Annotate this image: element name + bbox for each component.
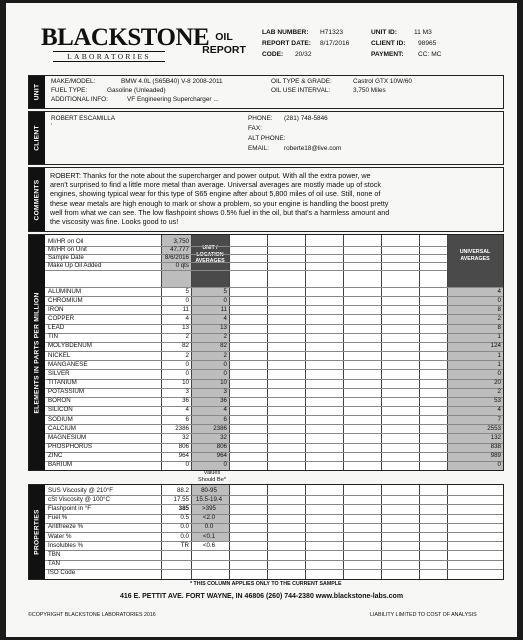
fuel-type-value: Gasoline (Unleaded) <box>107 87 166 94</box>
property-name: SUS Viscosity @ 210°F <box>48 486 114 494</box>
additional-info-value: VF Engineering Supercharger ... <box>127 96 219 103</box>
client-id-value: 98965 <box>418 40 437 47</box>
element-unit-average: 2 <box>223 333 227 341</box>
element-universal-average: 4 <box>497 406 501 414</box>
element-universal-average: 2 <box>497 388 501 396</box>
element-universal-average: 8 <box>497 305 501 313</box>
table-row <box>45 495 503 504</box>
element-name: MAGNESIUM <box>48 433 87 441</box>
element-value: 10 <box>182 379 189 386</box>
property-value: 0.0 <box>180 523 189 531</box>
table-row <box>45 504 503 513</box>
element-name: PHOSPHORUS <box>48 443 93 451</box>
comments-tab <box>29 168 45 231</box>
element-universal-average: 989 <box>490 452 501 460</box>
sample-info-value: 8/6/2016 <box>164 254 189 261</box>
element-universal-average: 1 <box>497 351 501 359</box>
element-unit-average: 806 <box>216 443 227 451</box>
table-row <box>45 305 503 314</box>
property-should-be: >395 <box>202 504 216 512</box>
element-universal-average: 20 <box>494 379 501 386</box>
element-value: 82 <box>182 342 189 350</box>
oil-report-document <box>6 3 517 637</box>
table-row <box>45 351 503 360</box>
table-row <box>45 314 503 323</box>
fuel-type-label: FUEL TYPE: <box>51 87 88 94</box>
report-title <box>192 31 256 57</box>
report-date-value: 8/17/2016 <box>320 40 350 47</box>
element-universal-average: 0 <box>497 296 501 304</box>
element-value: 6 <box>185 415 189 423</box>
property-value: 0.0 <box>180 532 189 540</box>
element-value: 4 <box>185 314 189 322</box>
property-should-be: 0.0 <box>204 523 214 531</box>
universal-header-line: AVERAGES <box>460 255 490 262</box>
payment-label: PAYMENT: <box>371 51 404 58</box>
logo-wordmark: BLACKSTONE <box>41 24 210 51</box>
element-universal-average: 838 <box>490 443 501 451</box>
comments-tab-label: COMMENTS <box>33 179 41 220</box>
comments-section <box>28 167 504 232</box>
property-should-be: 15.5-19.4 <box>195 495 223 503</box>
element-unit-average: 964 <box>216 452 227 460</box>
unit-avg-header-line: UNIT / <box>202 245 218 251</box>
element-name: IRON <box>48 305 64 313</box>
client-name: ROBERT ESCAMILLA <box>51 115 116 122</box>
payment-value: CC: MC <box>418 51 442 58</box>
table-row <box>45 569 503 578</box>
table-row <box>45 369 503 378</box>
table-row <box>45 333 503 342</box>
element-unit-average: 4 <box>223 314 227 322</box>
element-name: BARIUM <box>48 461 73 469</box>
footnote: * THIS COLUMN APPLIES ONLY TO THE CURRENT SAMPLE <box>190 581 342 587</box>
client-section <box>28 111 504 165</box>
blackstone-logo <box>41 24 210 64</box>
element-unit-average: 3 <box>223 388 227 396</box>
element-value: 0 <box>185 461 189 469</box>
element-universal-average: 53 <box>494 397 501 405</box>
element-unit-average: 0 <box>223 360 227 368</box>
client-id-label: CLIENT ID: <box>371 40 406 47</box>
comments-text <box>50 171 500 226</box>
property-name: ISO Code <box>48 569 76 577</box>
element-name: LEAD <box>48 324 65 332</box>
property-should-be: 80-95 <box>201 486 217 494</box>
property-value: 0.5 <box>180 514 189 522</box>
comment-line: engines, showing typical wear for this type of S65 engine after about 5,800 miles of oil use. Still, none of <box>50 189 381 199</box>
table-row <box>45 461 503 470</box>
sample-info-value: 3,750 <box>173 238 189 245</box>
element-universal-average: 7 <box>497 415 501 423</box>
oil-interval-label: OIL USE INTERVAL: <box>271 87 331 94</box>
element-value: 3 <box>185 388 189 396</box>
oil-interval-value: 3,750 Miles <box>353 87 386 94</box>
sample-info-label: MI/HR on Oil <box>48 238 84 245</box>
liability: LIABILITY LIMITED TO COST OF ANALYSIS <box>370 612 477 618</box>
property-value: 17.55 <box>173 495 189 503</box>
sample-info-label: MI/HR on Unit <box>48 246 87 253</box>
property-name: Water % <box>48 532 72 540</box>
oil-type-label: OIL TYPE & GRADE: <box>271 78 332 85</box>
property-name: TBN <box>48 550 61 558</box>
element-unit-average: 0 <box>223 461 227 469</box>
element-name: TITANIUM <box>48 379 77 386</box>
element-universal-average: 0 <box>497 369 501 377</box>
elements-tab <box>29 235 45 470</box>
unit-section <box>28 75 504 109</box>
table-row <box>45 433 503 442</box>
logo-subtitle: LABORATORIES <box>53 51 165 62</box>
property-name: cSt Viscosity @ 100°C <box>48 495 110 503</box>
element-unit-average: 0 <box>223 296 227 304</box>
element-value: 2 <box>185 333 189 341</box>
values-header-line-2: Should Be* <box>198 476 226 483</box>
table-row <box>45 452 503 461</box>
values-should-be-header <box>192 470 232 483</box>
element-value: 0 <box>185 360 189 368</box>
table-row <box>45 270 447 279</box>
element-unit-average: 0 <box>223 369 227 377</box>
code-label: CODE: <box>262 51 284 58</box>
property-name: Insolubles % <box>48 541 84 549</box>
property-name: Flashpoint in °F <box>48 504 92 512</box>
table-row <box>45 406 503 415</box>
element-unit-average: 32 <box>220 433 227 441</box>
element-unit-average: 4 <box>223 406 227 414</box>
element-name: SILVER <box>48 369 70 377</box>
elements-table <box>28 234 504 471</box>
code-value: 20/32 <box>295 51 312 58</box>
table-row <box>45 541 503 550</box>
property-value: 88.2 <box>176 486 189 494</box>
table-row <box>45 324 503 333</box>
element-value: 32 <box>182 433 189 441</box>
unit-avg-header-line: LOCATION <box>196 251 224 258</box>
property-should-be: <2.0 <box>202 514 216 522</box>
element-value: 806 <box>178 443 189 451</box>
element-name: SODIUM <box>48 415 73 423</box>
report-date-label: REPORT DATE: <box>262 40 311 47</box>
email-label: EMAIL: <box>248 145 269 152</box>
unit-avg-header-line: AVERAGES <box>195 258 225 264</box>
elements-tab-label: ELEMENTS IN PARTS PER MILLION <box>33 291 41 414</box>
additional-info-label: ADDITIONAL INFO: <box>51 96 108 103</box>
properties-tab <box>29 485 45 579</box>
element-name: NICKEL <box>48 351 71 359</box>
table-row <box>45 514 503 523</box>
table-row <box>45 523 503 532</box>
table-row <box>45 560 503 569</box>
address-line: 416 E. PETTIT AVE. FORT WAYNE, IN 46806 (260) 744-2380 www.blackstone-labs.com <box>119 593 404 600</box>
report-title-line-1: OIL <box>215 31 233 43</box>
element-universal-average: 132 <box>490 433 501 441</box>
element-value: 0 <box>185 296 189 304</box>
table-row <box>45 360 503 369</box>
property-name: Antifreeze % <box>48 523 84 531</box>
element-universal-average: 1 <box>497 360 501 368</box>
unit-id-value: 11 M3 <box>414 29 432 36</box>
element-value: 11 <box>182 305 189 313</box>
table-row <box>45 415 503 424</box>
copyright: ©COPYRIGHT BLACKSTONE LABORATORIES 2016 <box>28 612 156 618</box>
property-name: Fuel % <box>48 514 68 522</box>
sample-info-value: 47,777 <box>170 246 189 253</box>
comment-line: ROBERT: Thanks for the note about the supercharger and power output. With all the extra power, we <box>50 171 371 180</box>
comment-line: well from what we can see. The low flashpoint shows 0.5% fuel in the oil, but that's a harmless amount and <box>50 207 390 217</box>
element-universal-average: 0 <box>497 461 501 469</box>
table-row <box>45 397 503 406</box>
element-universal-average: 4 <box>497 287 501 295</box>
properties-tab-label: PROPERTIES <box>33 509 41 555</box>
element-value: 2 <box>185 351 189 359</box>
element-universal-average: 1 <box>497 333 501 341</box>
element-value: 964 <box>178 452 189 460</box>
element-unit-average: 5 <box>223 287 227 295</box>
element-name: COPPER <box>48 314 75 322</box>
element-name: ZINC <box>48 452 63 460</box>
universal-header-line: UNIVERSAL <box>459 249 491 255</box>
comment-line: these wear metals are high enough to mark or show a problem, so your engine is handling the boost pretty <box>50 198 389 208</box>
table-row <box>45 550 503 559</box>
universal-header <box>447 249 503 262</box>
oil-type-value: Castrol GTX 10W/60 <box>353 78 412 85</box>
report-title-line-2: REPORT <box>202 44 246 56</box>
element-name: ALUMINUM <box>48 287 82 295</box>
table-row <box>45 296 503 305</box>
sample-info-value: 0 qts <box>175 262 189 269</box>
property-should-be: <0.1 <box>202 532 216 540</box>
email-value: roberte18@live.com <box>284 145 342 152</box>
table-row <box>45 342 503 351</box>
element-unit-average: 6 <box>223 415 227 423</box>
element-unit-average: 82 <box>220 342 227 350</box>
element-name: CALCIUM <box>48 424 76 432</box>
property-value: TR <box>180 541 189 549</box>
table-row <box>45 379 503 388</box>
property-name: TAN <box>48 560 60 568</box>
table-row <box>45 388 503 397</box>
properties-table <box>28 484 504 580</box>
element-unit-average: 13 <box>220 324 227 332</box>
table-row <box>45 424 503 433</box>
phone-label: PHONE: <box>248 115 273 122</box>
lab-number-value: H71323 <box>320 29 344 36</box>
property-should-be: <0.6 <box>202 541 216 549</box>
client-tab-label: CLIENT <box>33 125 41 151</box>
make-model-value: BMW 4.0L (S65B40) V-8 2008-2011 <box>121 78 223 85</box>
property-value: 385 <box>178 504 189 512</box>
element-name: TIN <box>48 333 58 341</box>
values-header-line-1: Values <box>203 470 221 476</box>
table-row <box>45 287 503 296</box>
unit-id-label: UNIT ID: <box>371 29 398 36</box>
element-unit-average: 11 <box>220 305 227 313</box>
element-value: 13 <box>182 324 189 332</box>
alt-phone-label: ALT PHONE: <box>248 135 286 142</box>
element-name: MANGANESE <box>48 360 88 368</box>
element-unit-average: 2 <box>223 351 227 359</box>
sample-info-label: Sample Date <box>48 254 84 261</box>
lab-number-label: LAB NUMBER: <box>262 29 309 36</box>
element-name: BORON <box>48 397 71 405</box>
make-model-label: MAKE/MODEL: <box>51 78 96 85</box>
element-universal-average: 2553 <box>487 424 501 432</box>
element-name: CHROMIUM <box>48 296 83 304</box>
element-unit-average: 36 <box>220 397 227 405</box>
unit-tab <box>29 76 45 108</box>
element-name: POTASSIUM <box>48 388 84 396</box>
fax-label: FAX: <box>248 125 262 132</box>
element-name: MOLYBDENUM <box>48 342 92 350</box>
sample-info-label: Make Up Oil Added <box>48 262 102 269</box>
table-row <box>45 532 503 541</box>
element-universal-average: 2 <box>497 314 501 322</box>
phone-value: (281) 748-5846 <box>284 115 328 122</box>
element-universal-average: 8 <box>497 324 501 332</box>
table-row <box>45 443 503 452</box>
element-value: 2386 <box>175 424 189 432</box>
element-value: 36 <box>182 397 189 405</box>
unit-tab-label: UNIT <box>33 83 41 101</box>
element-value: 5 <box>185 287 189 295</box>
client-mark: ' <box>51 123 53 130</box>
element-unit-average: 10 <box>220 379 227 386</box>
element-universal-average: 124 <box>490 342 501 350</box>
element-unit-average: 2386 <box>213 424 227 432</box>
comment-line: aren't surprised to find a little more metal than average. Universal averages are mostly made up of stock <box>50 180 381 190</box>
element-name: SILICON <box>48 406 73 414</box>
client-tab <box>29 112 45 164</box>
element-value: 0 <box>185 369 189 377</box>
comment-line: the viscosity was fine. Looks good to us! <box>50 217 179 227</box>
element-value: 4 <box>185 406 189 414</box>
